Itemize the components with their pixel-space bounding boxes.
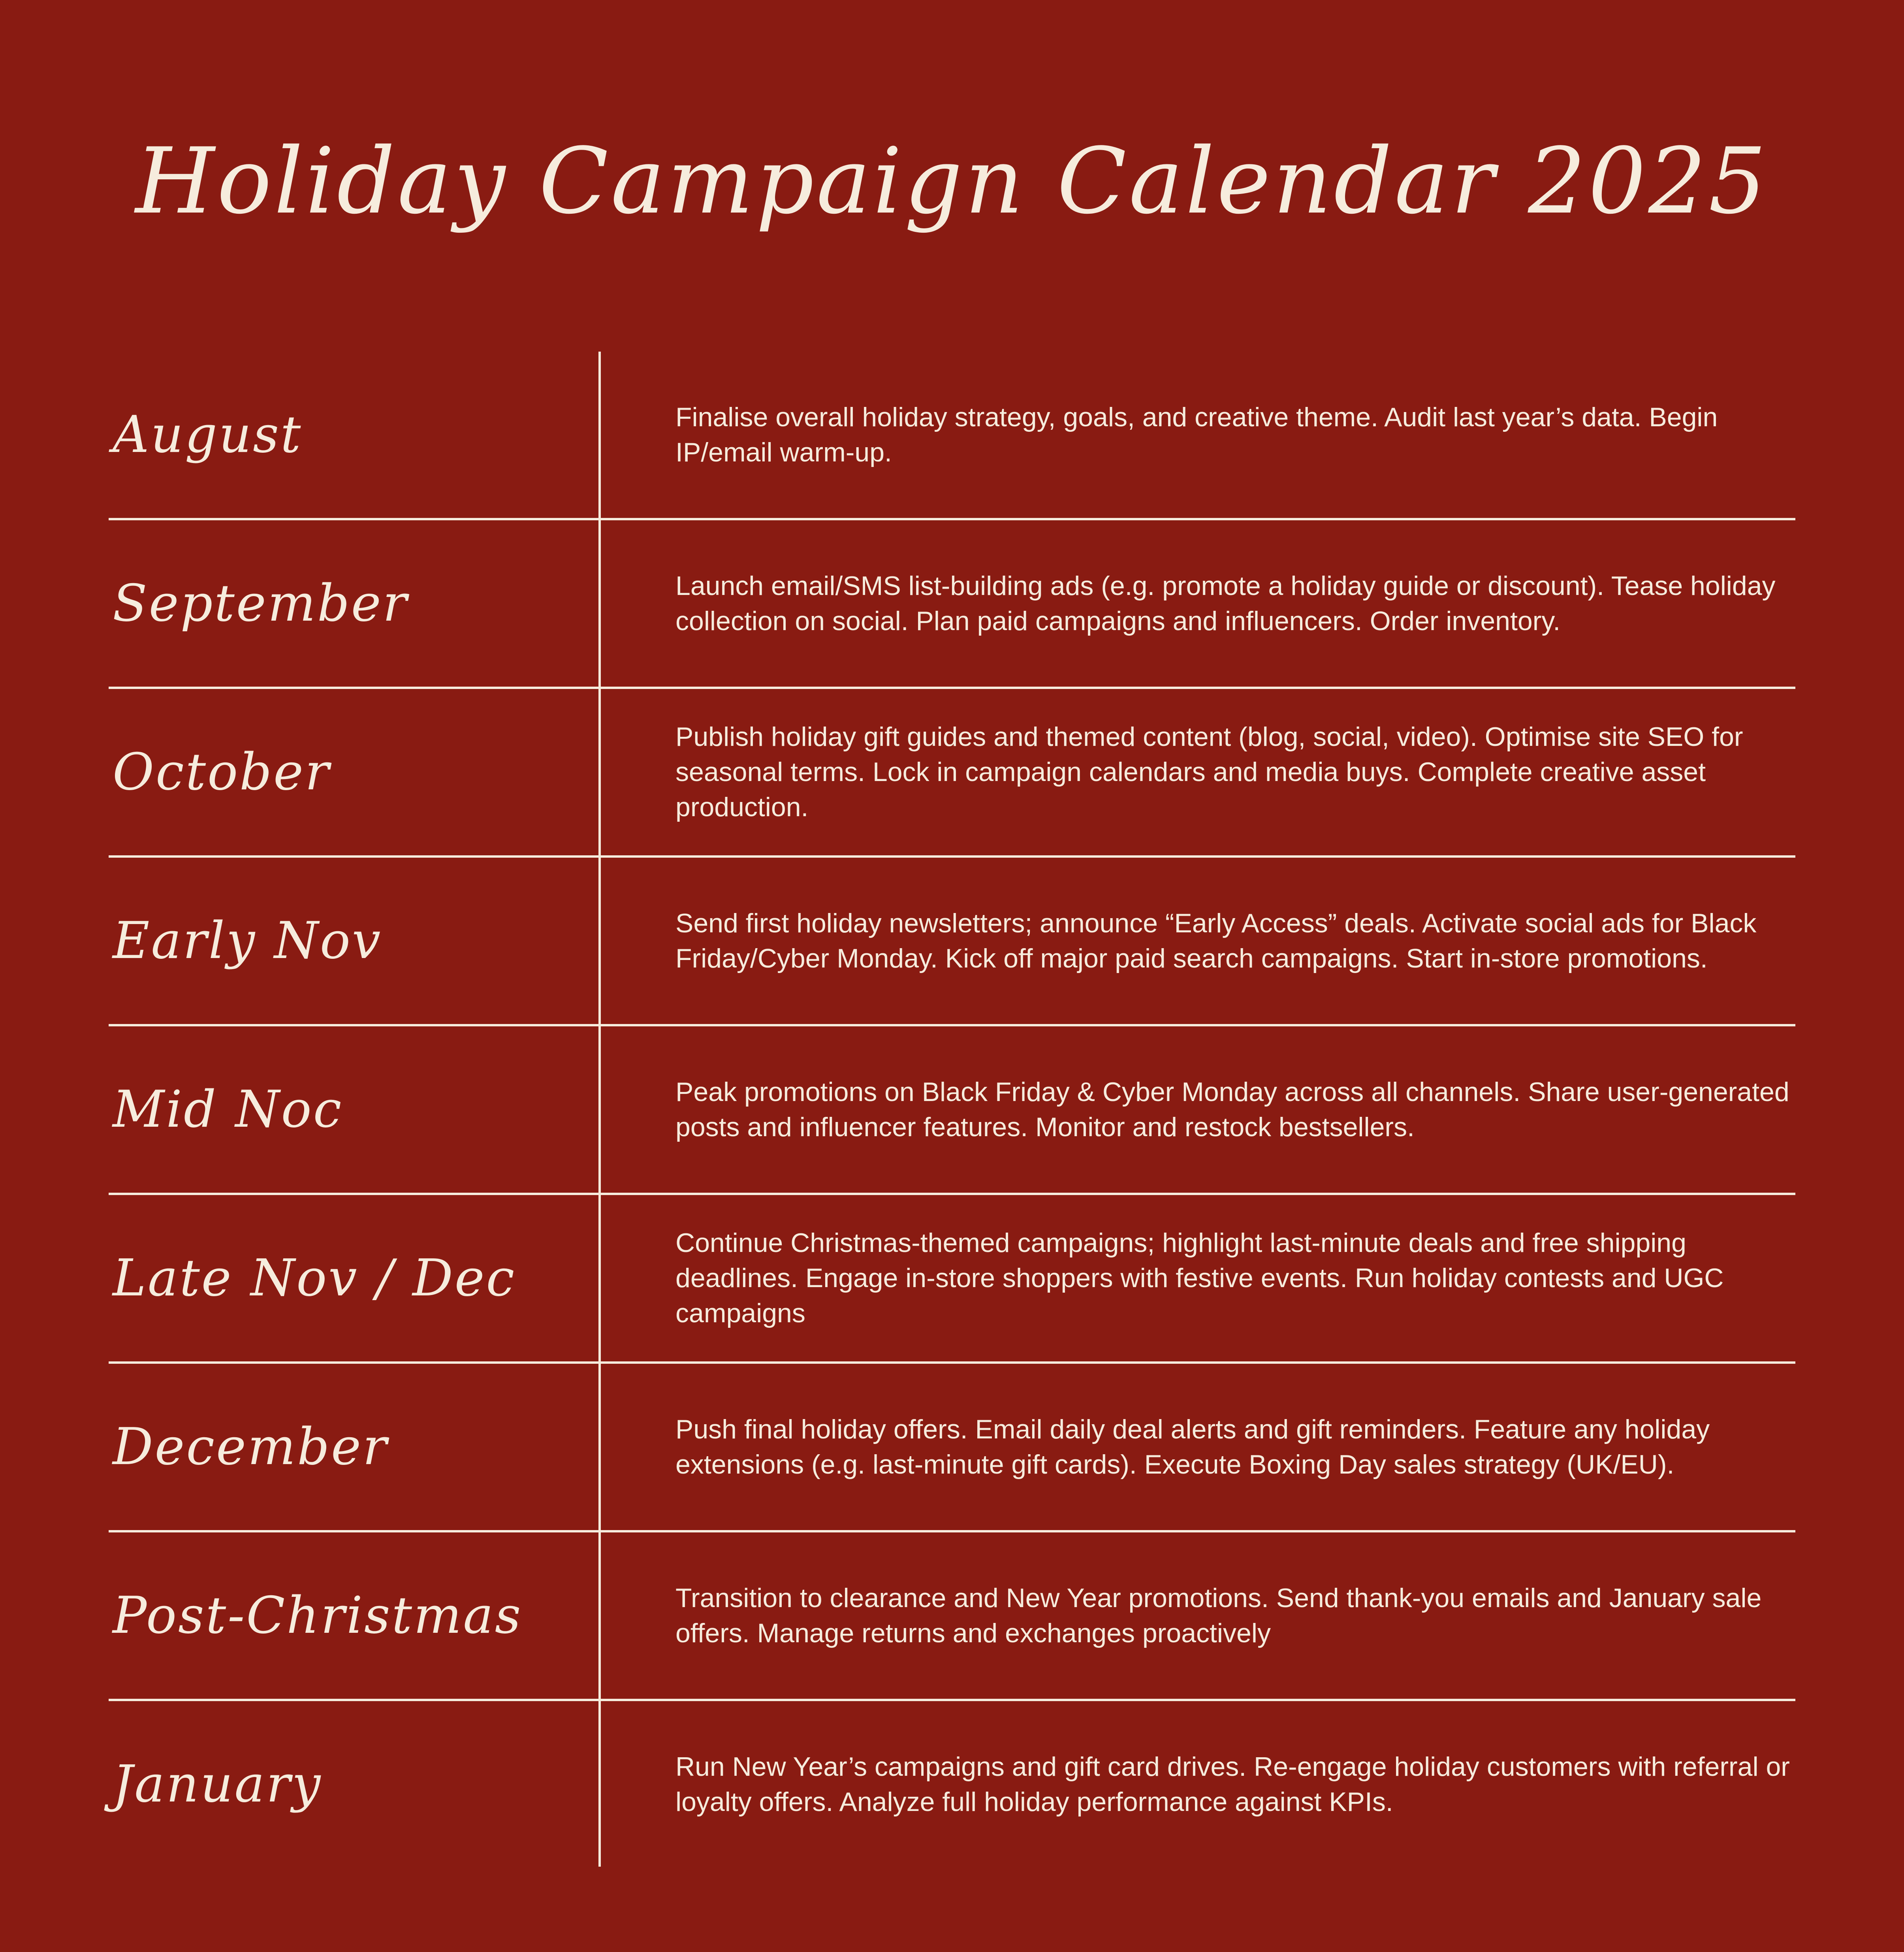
calendar-row-post-christmas	[109, 1532, 1795, 1701]
row-description	[675, 520, 1793, 687]
month-label: September	[113, 574, 408, 633]
calendar-row-december	[109, 1364, 1795, 1532]
calendar-row-september	[109, 520, 1795, 689]
row-description	[675, 1701, 1793, 1867]
description-text: Finalise overall holiday strategy, goals, and creative theme. Audit last year’s data. Begin IP/email warm-up.	[675, 402, 1718, 467]
row-description	[675, 1532, 1793, 1699]
month-label: Early Nov	[113, 911, 382, 970]
description-text: Publish holiday gift guides and themed content (blog, social, video). Optimise site SEO for seasonal terms. Lock in campaign calendars and media buys. Complete creative asset production.	[675, 722, 1743, 822]
calendar-row-early-nov	[109, 858, 1795, 1026]
page-title: Holiday Campaign Calendar 2025	[135, 129, 1769, 234]
month-label: December	[113, 1417, 389, 1476]
calendar-table	[109, 352, 1795, 1867]
description-text: Send first holiday newsletters; announce “Early Access” deals. Activate social ads for Black Friday/Cyber Monday. Kick off major paid search campaigns. Start in-store promotions.	[675, 908, 1757, 973]
calendar-row-august	[109, 352, 1795, 520]
month-label: Late Nov / Dec	[113, 1249, 516, 1308]
calendar-row-late-nov-dec	[109, 1195, 1795, 1364]
row-description	[675, 1364, 1793, 1530]
description-text: Launch email/SMS list-building ads (e.g. promote a holiday guide or discount). Tease holiday collection on social. Plan paid campaigns and influencers. Order inventory.	[675, 570, 1776, 636]
description-text: Continue Christmas-themed campaigns; highlight last-minute deals and free shipping deadlines. Engage in-store shoppers with festive events. Run holiday contests and UGC campaigns	[675, 1228, 1724, 1328]
calendar-row-january	[109, 1701, 1795, 1867]
month-label: October	[113, 743, 331, 802]
description-text: Run New Year’s campaigns and gift card drives. Re-engage holiday customers with referral or loyalty offers. Analyze full holiday performance against KPIs.	[675, 1751, 1790, 1817]
row-description	[675, 352, 1793, 518]
month-label: January	[113, 1755, 322, 1814]
row-description	[675, 1026, 1793, 1193]
calendar-row-october	[109, 689, 1795, 858]
calendar-row-mid-nov	[109, 1026, 1795, 1195]
row-description	[675, 858, 1793, 1024]
row-description	[675, 689, 1793, 855]
row-description	[675, 1195, 1793, 1361]
description-text: Push final holiday offers. Email daily deal alerts and gift reminders. Feature any holiday extensions (e.g. last-minute gift cards). Execute Boxing Day sales strategy (UK/EU).	[675, 1414, 1710, 1480]
description-text: Peak promotions on Black Friday & Cyber Monday across all channels. Share user-generated posts and influencer features. Monitor and restock bestsellers.	[675, 1077, 1789, 1142]
month-label: Mid Noc	[113, 1080, 343, 1139]
month-label: Post-Christmas	[113, 1586, 523, 1645]
month-label: August	[113, 405, 303, 464]
description-text: Transition to clearance and New Year promotions. Send thank-you emails and January sale offers. Manage returns and exchanges proactively	[675, 1583, 1762, 1648]
